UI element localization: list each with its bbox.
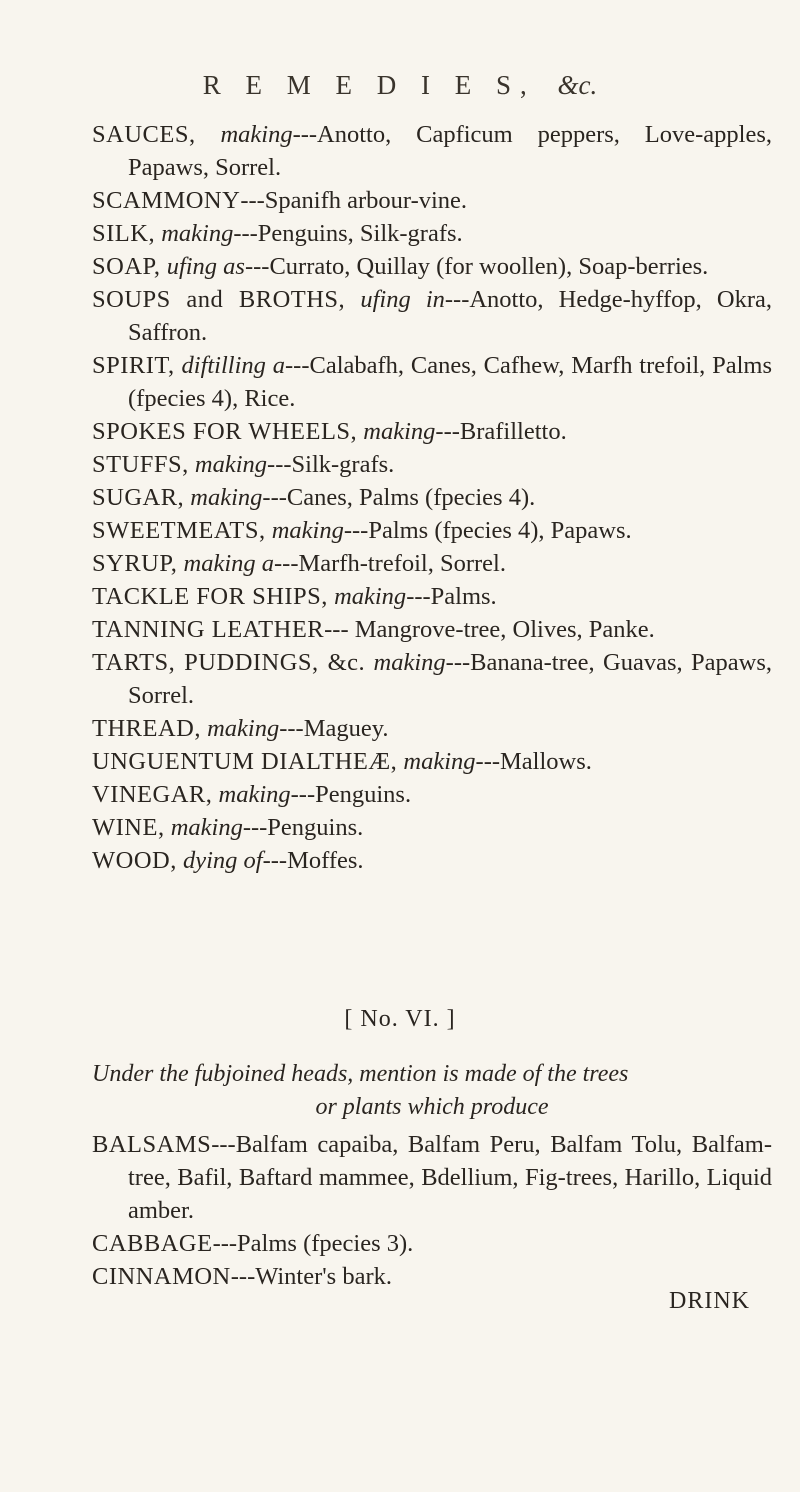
entry-heading: STUFFS, <box>92 451 189 478</box>
entry-plants: ---Banana-tree, Guavas, Papaws, Sorrel. <box>128 649 772 709</box>
index-entry <box>92 184 772 217</box>
entry-plants: ---Moffes. <box>262 847 364 874</box>
entry-plants: ---Canes, Palms (fpecies 4). <box>262 484 536 511</box>
section-intro-line-1: Under the fubjoined heads, mention is made of the trees <box>92 1061 629 1087</box>
entry-use: making <box>161 220 234 247</box>
entry-plants: ---Palms (fpecies 3). <box>212 1230 414 1257</box>
index-entry <box>92 580 772 613</box>
entry-plants: ---Anotto, Hedge-hyffop, Okra, Saffron. <box>128 286 773 346</box>
entry-use: making <box>218 781 291 808</box>
entry-heading: SOAP, <box>92 253 161 280</box>
entry-heading: BALSAMS <box>92 1131 212 1158</box>
index-entry <box>92 613 772 646</box>
entry-plants: ---Spanifh arbour-vine. <box>240 187 468 214</box>
index-entry <box>92 745 772 778</box>
running-head-etc: &c. <box>557 70 598 100</box>
running-head-title: R E M E D I E S, <box>202 70 536 100</box>
entry-heading: TARTS, PUDDINGS, &c. <box>92 649 366 676</box>
index-entry <box>92 250 772 283</box>
entry-heading: TANNING LEATHER <box>92 616 325 643</box>
entry-plants: ---Currato, Quillay (for woollen), Soap-berries. <box>244 253 709 280</box>
entry-plants: ---Palms (fpecies 4), Papaws. <box>343 517 632 544</box>
entry-plants: ---Penguins. <box>242 814 364 841</box>
entry-use: making <box>207 715 280 742</box>
entry-plants: ---Balfam capaiba, Balfam Peru, Balfam Tolu, Balfam-tree, Bafil, Baftard mammee, Bdellium, Fig-trees, Harillo, Liquid amber. <box>128 1131 772 1224</box>
entry-heading: SYRUP, <box>92 550 178 577</box>
entry-use: ufing in <box>360 286 445 313</box>
entry-use: making <box>220 121 293 148</box>
running-head <box>0 70 800 101</box>
index-entry <box>92 481 772 514</box>
entry-heading: SCAMMONY <box>92 187 241 214</box>
index-entry <box>92 811 772 844</box>
entry-use: making <box>373 649 446 676</box>
entry-use: making <box>170 814 243 841</box>
entry-heading: SILK, <box>92 220 156 247</box>
entry-use: making <box>334 583 407 610</box>
index-entry <box>92 514 772 547</box>
entry-use: making a <box>183 550 275 577</box>
entry-plants: ---Marfh-trefoil, Sorrel. <box>274 550 506 577</box>
index-entry <box>92 646 772 712</box>
entry-heading: CINNAMON <box>92 1263 231 1290</box>
entry-plants: --- Mangrove-tree, Olives, Panke. <box>324 616 655 643</box>
entry-plants: ---Silk-grafs. <box>267 451 395 478</box>
entry-heading: SPIRIT, <box>92 352 175 379</box>
remedies-entry-list <box>92 118 772 877</box>
index-entry <box>92 217 772 250</box>
index-entry <box>92 349 772 415</box>
catchword: DRINK <box>669 1288 750 1314</box>
index-entry <box>92 118 772 184</box>
entry-heading: WINE, <box>92 814 165 841</box>
index-entry <box>92 1227 772 1260</box>
index-entry <box>92 844 772 877</box>
entry-heading: SOUPS and BROTHS, <box>92 286 346 313</box>
entry-heading: WOOD, <box>92 847 177 874</box>
index-entry <box>92 415 772 448</box>
section-intro-line-2: or plants which produce <box>315 1094 549 1120</box>
entry-heading: VINEGAR, <box>92 781 213 808</box>
trees-entry-list <box>92 1128 772 1293</box>
index-entry <box>92 712 772 745</box>
entry-heading: SAUCES, <box>92 121 196 148</box>
index-entry <box>92 1128 772 1227</box>
entry-heading: SUGAR, <box>92 484 185 511</box>
entry-use: making <box>271 517 344 544</box>
section-intro <box>92 1058 772 1124</box>
section-number: [ No. VI. ] <box>344 1006 456 1032</box>
entry-use: dying of <box>182 847 263 874</box>
entry-use: making <box>190 484 263 511</box>
entry-use: making <box>194 451 268 478</box>
index-entry <box>92 778 772 811</box>
entry-plants: ---Mallows. <box>475 748 592 775</box>
entry-plants: ---Calabafh, Canes, Cafhew, Marfh trefoil, Palms (fpecies 4), Rice. <box>128 352 772 412</box>
entry-plants: ---Maguey. <box>279 715 389 742</box>
index-entry <box>92 448 772 481</box>
entry-plants: ---Palms. <box>406 583 497 610</box>
index-entry <box>92 283 772 349</box>
entry-plants: ---Brafilletto. <box>435 418 567 445</box>
entry-plants: ---Penguins, Silk-grafs. <box>233 220 463 247</box>
entry-use: making <box>363 418 436 445</box>
entry-heading: THREAD, <box>92 715 201 742</box>
entry-heading: SPOKES FOR WHEELS, <box>92 418 358 445</box>
entry-use: ufing as <box>166 253 245 280</box>
entry-heading: UNGUENTUM DIALTHEÆ, <box>92 748 398 775</box>
entry-plants: ---Winter's bark. <box>230 1263 392 1290</box>
entry-use: making <box>403 748 476 775</box>
entry-plants: ---Penguins. <box>290 781 412 808</box>
entry-heading: TACKLE FOR SHIPS, <box>92 583 328 610</box>
entry-plants: ---Anotto, Capficum peppers, Love-apples, Papaws, Sorrel. <box>128 121 772 181</box>
index-entry <box>92 547 772 580</box>
entry-heading: SWEETMEATS, <box>92 517 266 544</box>
entry-use: diftilling a <box>181 352 285 379</box>
entry-heading: CABBAGE <box>92 1230 213 1257</box>
